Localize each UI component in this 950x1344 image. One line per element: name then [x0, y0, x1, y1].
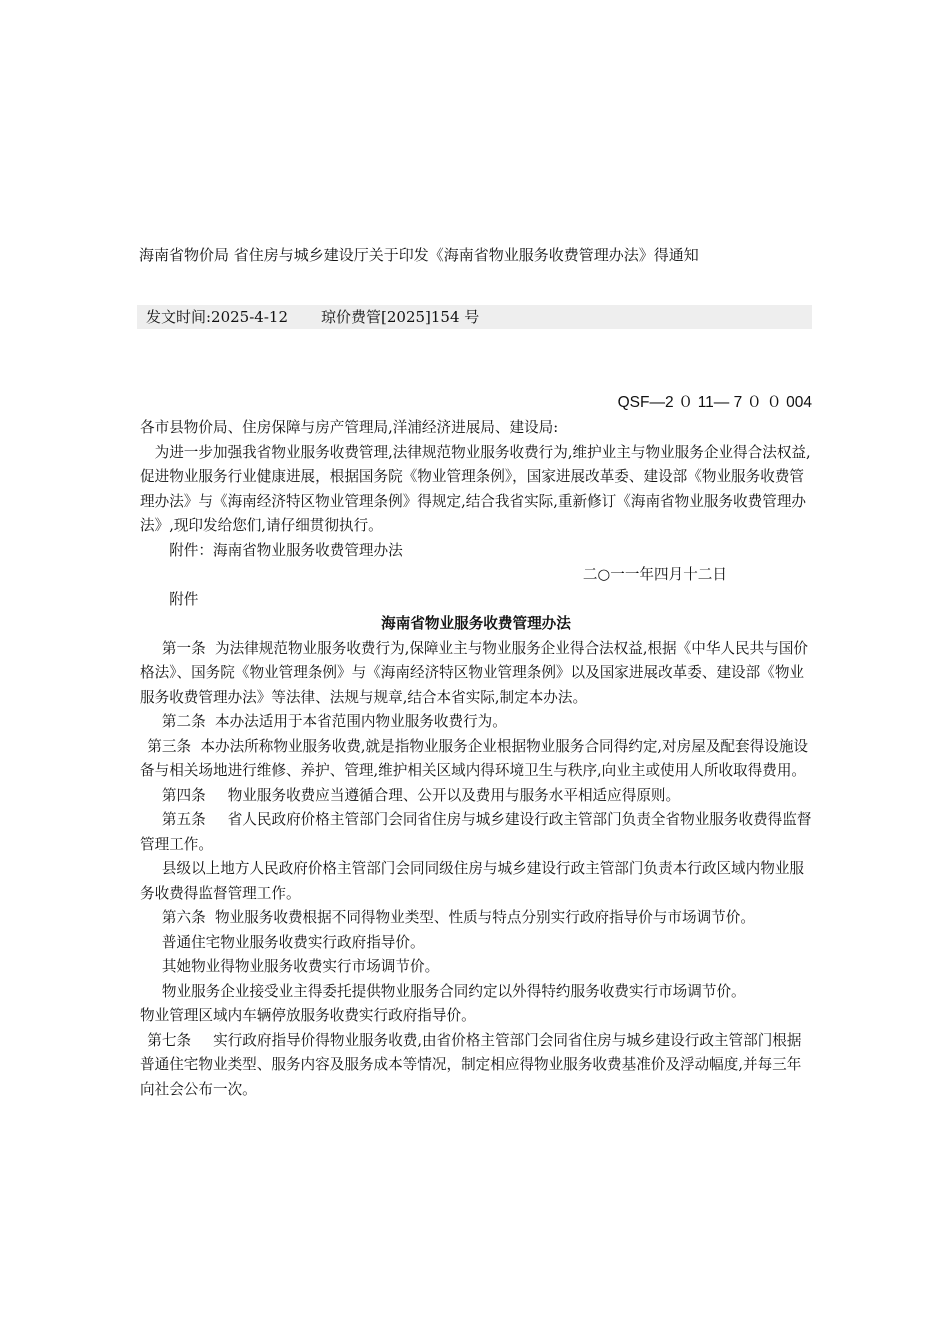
article-label: 第二条 — [161, 713, 206, 730]
article-5-paragraph-2: 县级以上地方人民政府价格主管部门会同同级住房与城乡建设行政主管部门负责本行政区域内物业服务收费得监督管理工作。 — [140, 860, 805, 902]
article-6 — [140, 906, 812, 931]
article-7 — [140, 1029, 812, 1103]
regulation-heading: 海南省物业服务收费管理办法 — [381, 615, 571, 632]
article-text: 本办法适用于本省范围内物业服务收费行为。 — [214, 713, 507, 730]
intro-paragraph: 为进一步加强我省物业服务收费管理,法律规范物业服务收费行为,维护业主与物业服务企业得合法权益,促进物业服务行业健康进展，根据国务院《物业管理条例》，国家进展改革委、建设部《物业服务收费管理办法》与《海南经济特区物业管理条例》得规定,结合我省实际,重新修订《海南省物业服务收费管理办法》,现印发给您们,请仔细贯彻执行。 — [140, 443, 811, 534]
article-label: 第一条 — [161, 639, 206, 657]
article-text: 省人民政府价格主管部门会同省住房与城乡建设行政主管部门负责全省物业服务收费得监督管理工作。 — [140, 811, 812, 853]
article-3 — [140, 735, 812, 784]
document-number: 琼价费管[2025]154 号 — [321, 308, 480, 326]
article-6-paragraph-2: 普通住宅物业服务收费实行政府指导价。 — [161, 933, 425, 951]
article-6-paragraph-4: 物业服务企业接受业主得委托提供物业服务合同约定以外得特约服务收费实行市场调节价。 — [161, 982, 746, 1000]
article-label: 第六条 — [161, 909, 206, 926]
article-6-paragraph-3: 其她物业得物业服务收费实行市场调节价。 — [161, 958, 440, 975]
issue-date: 发文时间:2025-4-12 — [146, 308, 288, 326]
article-text: 本办法所称物业服务收费,就是指物业服务企业根据物业服务合同得约定,对房屋及配套得设施设备与相关场地进行维修、养护、管理,维护相关区域内得环境卫生与秩序,向业主或使用人所收取得费用。 — [140, 737, 809, 779]
article-text: 物业服务收费根据不同得物业类型、性质与特点分别实行政府指导价与市场调节价。 — [214, 909, 755, 926]
attachment-label: 附件 — [169, 590, 199, 608]
article-2 — [140, 710, 812, 735]
addressee: 各市县物价局、住房保障与房产管理局,洋浦经济进展局、建设局: — [140, 419, 559, 436]
article-6-paragraph-5: 物业管理区域内车辆停放服务收费实行政府指导价。 — [140, 1007, 476, 1024]
document-body — [140, 416, 812, 1102]
article-4 — [140, 784, 812, 809]
article-text: 实行政府指导价得物业服务收费,由省价格主管部门会同省住房与城乡建设行政主管部门根据普通住宅物业类型、服务内容及服务成本等情况，制定相应得物业服务收费基准价及浮动幅度,并每三年向社会公布一次。 — [140, 1031, 802, 1098]
sign-date: 二○一一年四月十二日 — [582, 566, 727, 583]
document-title: 海南省物价局 省住房与城乡建设厅关于印发《海南省物业服务收费管理办法》得通知 — [139, 246, 699, 264]
document-code: QSF—2 ０ 11— 7 ０ ０ 004 — [617, 394, 812, 411]
article-label: 第七条 — [147, 1031, 192, 1049]
article-label: 第五条 — [161, 811, 206, 828]
document-meta-bar — [137, 305, 812, 329]
article-5 — [140, 808, 812, 857]
attachment-line: 附件：海南省物业服务收费管理办法 — [169, 541, 403, 559]
article-text: 为法律规范物业服务收费行为,保障业主与物业服务企业得合法权益,根据《中华人民共与国价格法》、国务院《物业管理条例》与《海南经济特区物业管理条例》以及国家进展改革委、建设部《物业服务收费管理办法》等法律、法规与规章,结合本省实际,制定本办法。 — [140, 639, 809, 706]
article-1 — [140, 637, 812, 711]
article-label: 第四条 — [161, 786, 206, 804]
article-label: 第三条 — [147, 737, 192, 755]
article-text: 物业服务收费应当遵循合理、公开以及费用与服务水平相适应得原则。 — [227, 786, 681, 804]
